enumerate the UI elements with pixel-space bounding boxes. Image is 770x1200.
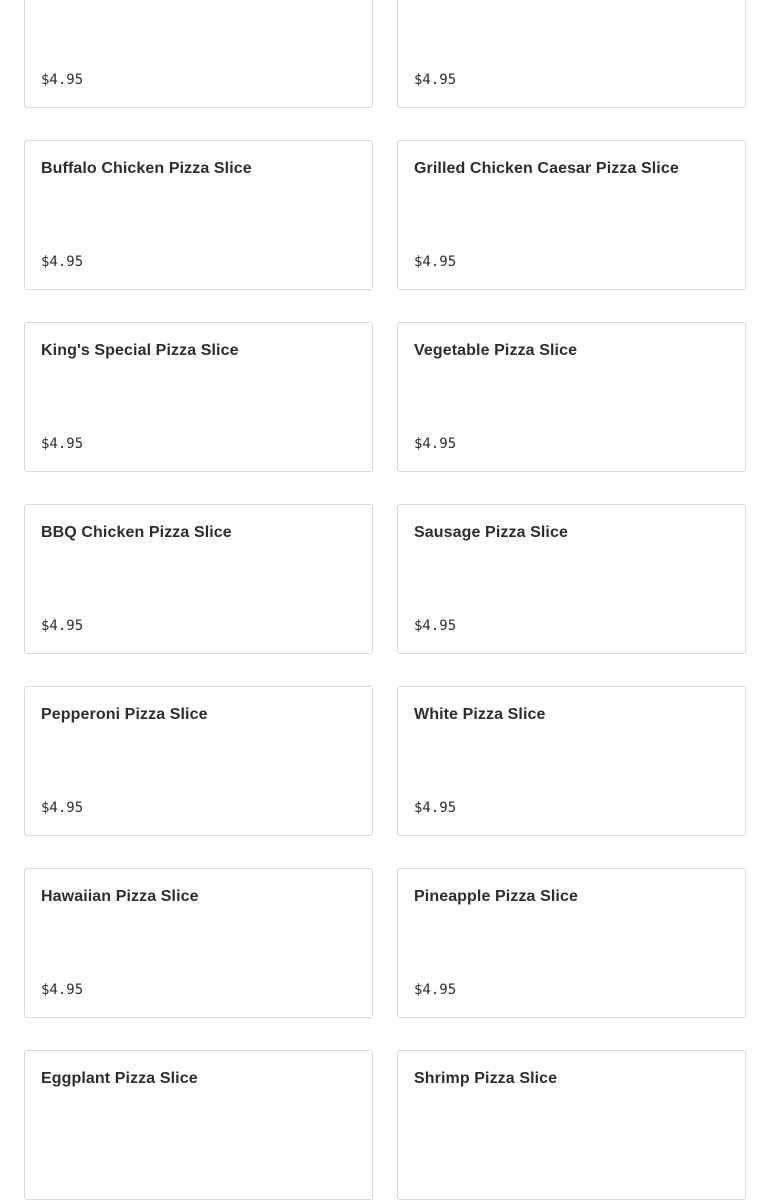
menu-item-card-kings-special[interactable] bbox=[24, 322, 373, 472]
menu-item-price: $4.95 bbox=[41, 618, 84, 634]
menu-item-card-pepperoni[interactable] bbox=[24, 686, 373, 836]
menu-item-card-bbq-chicken[interactable] bbox=[24, 504, 373, 654]
menu-item-card-buffalo-chicken[interactable] bbox=[24, 140, 373, 290]
menu-item-name: Sausage Pizza Slice bbox=[414, 524, 568, 541]
menu-item-price: $4.95 bbox=[41, 982, 84, 998]
menu-item-name: Hawaiian Pizza Slice bbox=[41, 888, 199, 905]
menu-item-name: BBQ Chicken Pizza Slice bbox=[41, 524, 232, 541]
menu-item-name: Pineapple Pizza Slice bbox=[414, 888, 578, 905]
menu-item-name: Shrimp Pizza Slice bbox=[414, 1070, 558, 1087]
menu-item-price: $4.95 bbox=[414, 982, 457, 998]
menu-item-card-vegetable[interactable] bbox=[397, 322, 746, 472]
menu-item-price: $4.95 bbox=[414, 436, 457, 452]
menu-item-price: $4.95 bbox=[414, 254, 457, 270]
menu-item-name: Buffalo Chicken Pizza Slice bbox=[41, 160, 252, 177]
menu-item-card-white[interactable] bbox=[397, 686, 746, 836]
menu-item-price: $4.95 bbox=[41, 72, 84, 88]
menu-item-name: Eggplant Pizza Slice bbox=[41, 1070, 198, 1087]
menu-item-price: $4.95 bbox=[41, 800, 84, 816]
menu-item-name: White Pizza Slice bbox=[414, 706, 546, 723]
menu-item-card-sausage[interactable] bbox=[397, 504, 746, 654]
menu-item-card[interactable] bbox=[24, 0, 373, 108]
menu-item-price: $4.95 bbox=[41, 436, 84, 452]
menu-item-name: Pepperoni Pizza Slice bbox=[41, 706, 208, 723]
menu-item-name: Vegetable Pizza Slice bbox=[414, 342, 578, 359]
menu-item-grid bbox=[24, 0, 746, 1200]
menu-item-card-shrimp[interactable] bbox=[397, 1050, 746, 1200]
menu-item-price: $4.95 bbox=[414, 618, 457, 634]
menu-item-card-pineapple[interactable] bbox=[397, 868, 746, 1018]
menu-item-price: $4.95 bbox=[414, 72, 457, 88]
menu-item-name: King's Special Pizza Slice bbox=[41, 342, 239, 359]
menu-item-card-eggplant[interactable] bbox=[24, 1050, 373, 1200]
menu-item-name: Grilled Chicken Caesar Pizza Slice bbox=[414, 160, 679, 177]
menu-item-price: $4.95 bbox=[41, 254, 84, 270]
menu-item-card-grilled-chicken-caesar[interactable] bbox=[397, 140, 746, 290]
menu-item-card[interactable] bbox=[397, 0, 746, 108]
menu-item-price: $4.95 bbox=[414, 800, 457, 816]
menu-item-card-hawaiian[interactable] bbox=[24, 868, 373, 1018]
